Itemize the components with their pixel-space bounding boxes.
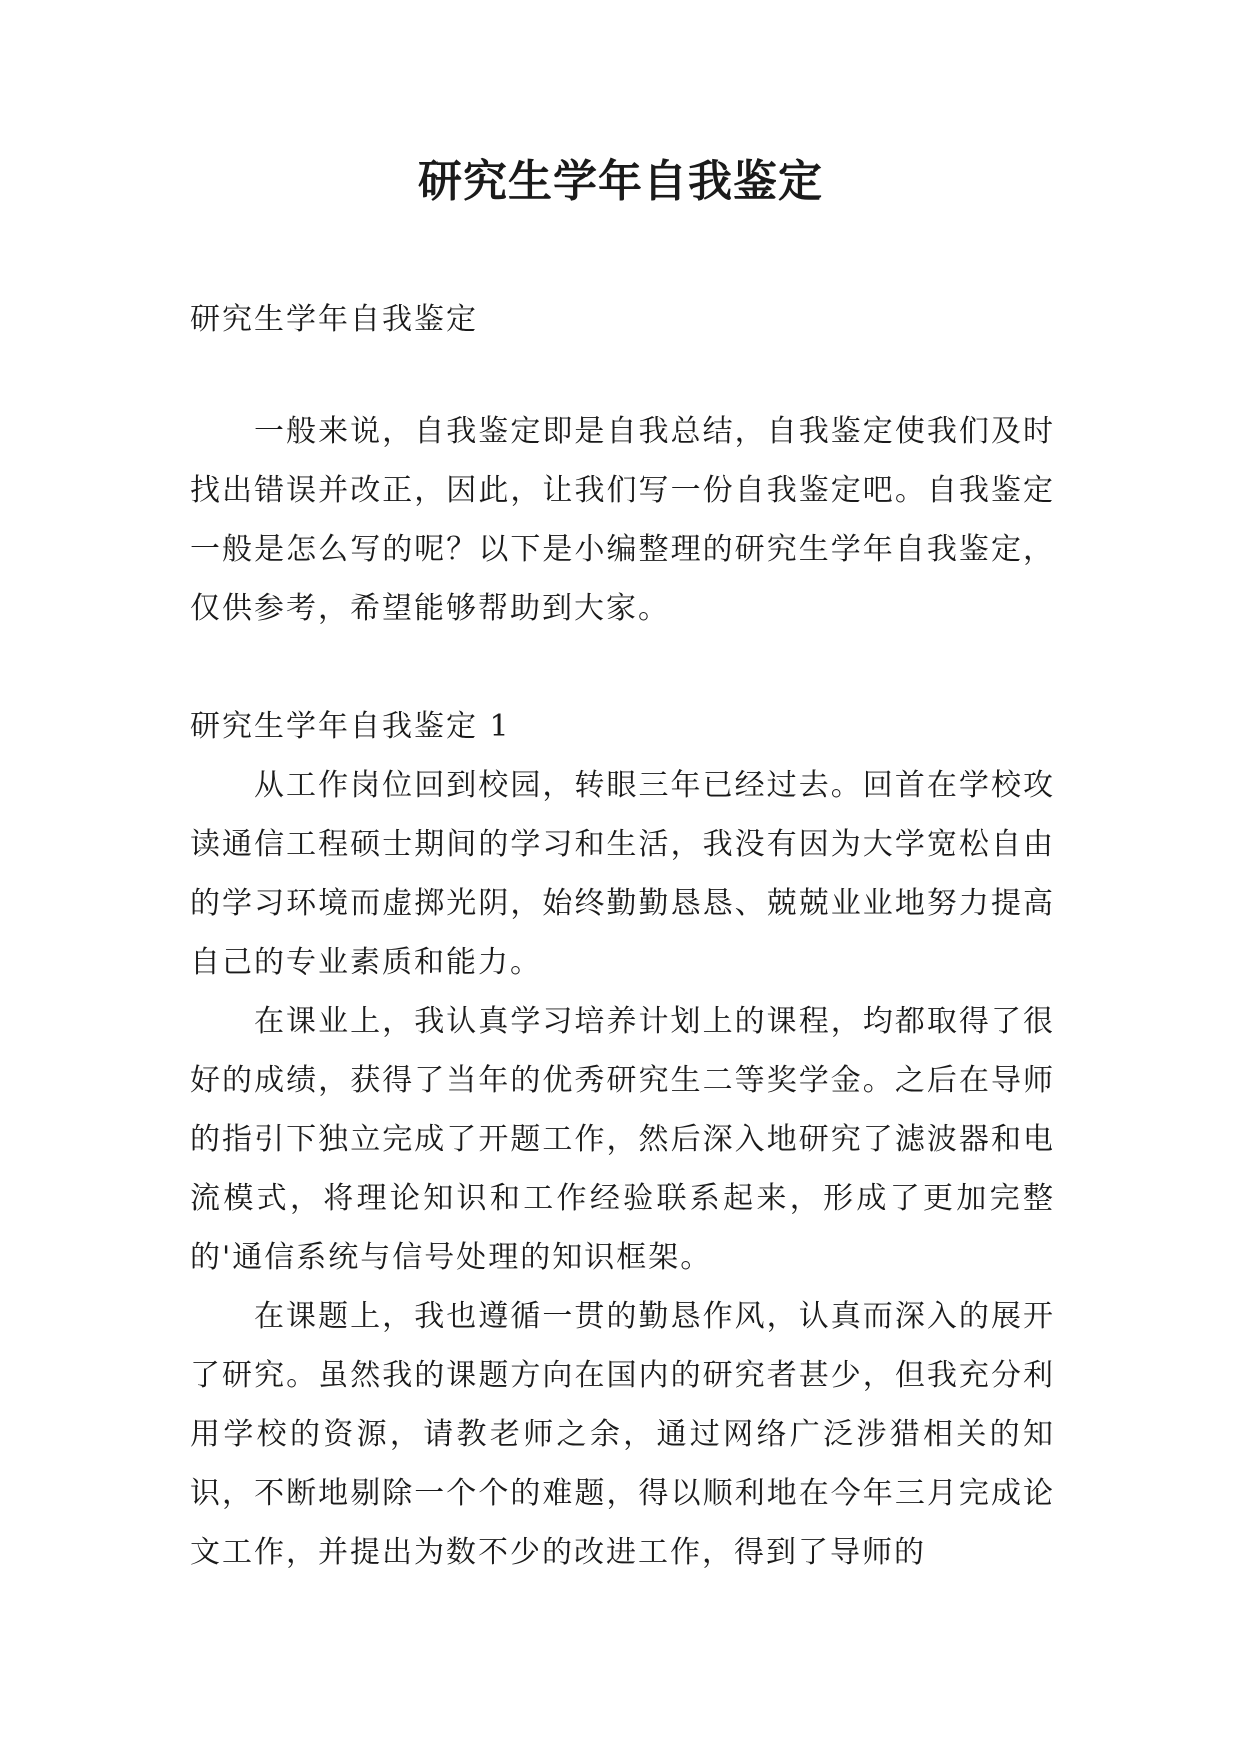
section-heading: 研究生学年自我鉴定 1: [190, 709, 511, 744]
paragraph: 在课业上，我认真学习培养计划上的课程，均都取得了很好的成绩，获得了当年的优秀研究生二等奖学金。之后在导师的指引下独立完成了开题工作，然后深入地研究了滤波器和电流模式，将理论知识和工作经验联系起来，形成了更加完整的'通信系统与信号处理的知识框架。: [190, 1004, 1055, 1275]
document-subtitle: 研究生学年自我鉴定: [190, 302, 478, 337]
paragraph: 在课题上，我也遵循一贯的勤恳作风，认真而深入的展开了研究。虽然我的课题方向在国内的研究者甚少，但我充分利用学校的资源，请教老师之余，通过网络广泛涉猎相关的知识，不断地剔除一个个的难题，得以顺利地在今年三月完成论文工作，并提出为数不少的改进工作，得到了导师的: [190, 1299, 1055, 1570]
intro-paragraph: 一般来说，自我鉴定即是自我总结，自我鉴定使我们及时找出错误并改正，因此，让我们写一份自我鉴定吧。自我鉴定一般是怎么写的呢？以下是小编整理的研究生学年自我鉴定，仅供参考，希望能够帮助到大家。: [190, 414, 1055, 626]
section-body: [190, 756, 1055, 1582]
paragraph: 从工作岗位回到校园，转眼三年已经过去。回首在学校攻读通信工程硕士期间的学习和生活，我没有因为大学宽松自由的学习环境而虚掷光阴，始终勤勤恳恳、兢兢业业地努力提高自己的专业素质和能力。: [190, 768, 1055, 980]
document-title: 研究生学年自我鉴定: [418, 156, 823, 207]
